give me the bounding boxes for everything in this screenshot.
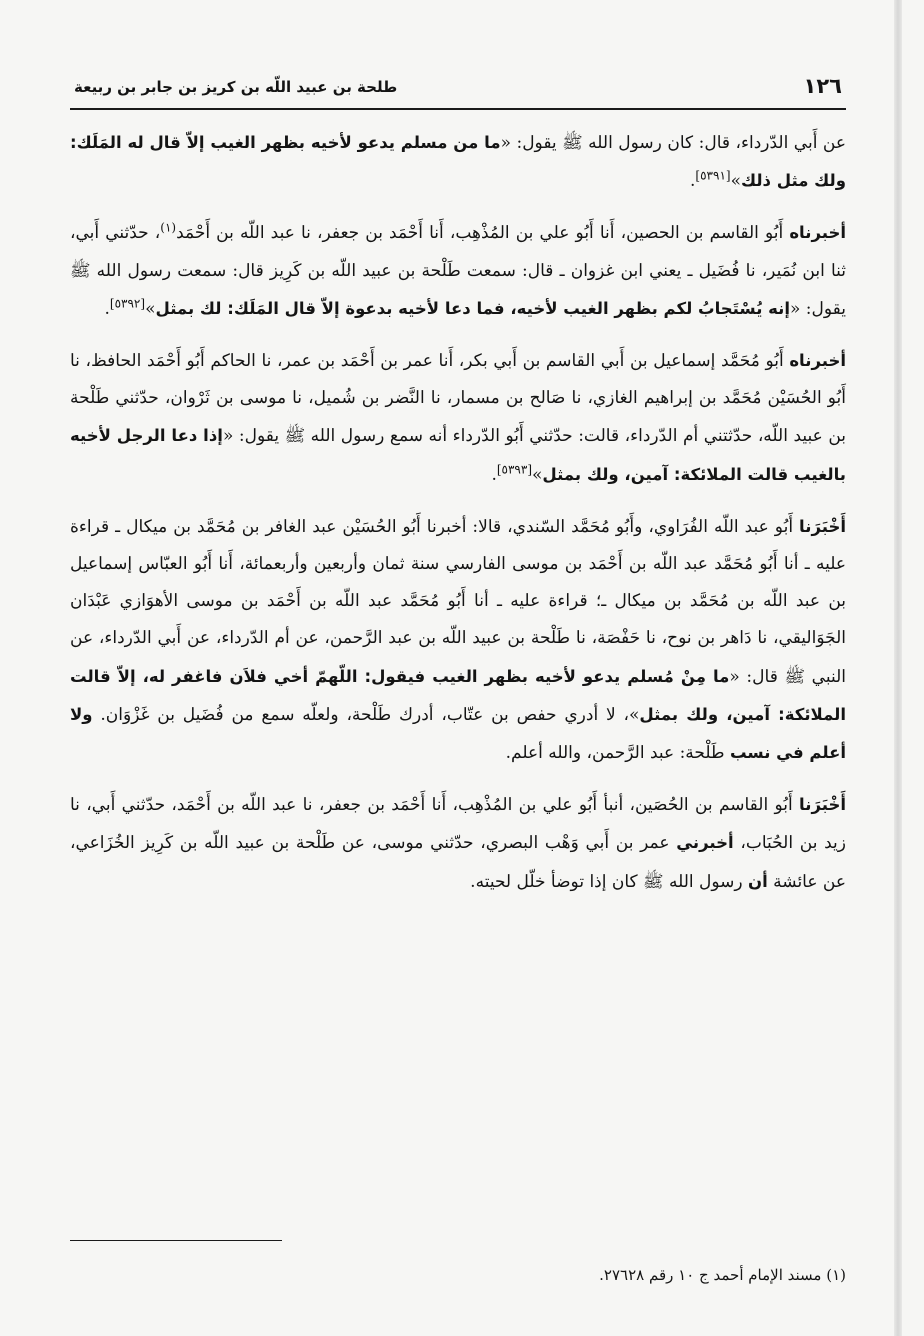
reference-number: [٥٣٩٣] xyxy=(496,461,532,476)
text-run: »، لا أدري حفص بن عتّاب، أدرك طَلْحة، ولعلّه سمع من فُضَيل بن غَزْوَان. xyxy=(92,704,640,725)
text-run: . xyxy=(104,298,110,319)
reference-number: [٥٣٩١] xyxy=(695,168,731,183)
bold-text: أن xyxy=(748,871,768,891)
scan-page-edge xyxy=(894,0,902,1336)
bold-text: ما من مسلم يدعو لأخيه بظهر الغيب إلاّ قال له المَلَك: ولك مثل ذلك xyxy=(70,133,846,191)
footnote: (١) مسند الإمام أحمد ج ١٠ رقم ٢٧٦٢٨. xyxy=(599,1266,846,1284)
text-run: عن أَبي الدّرداء، قال: كان رسول الله ﷺ يقول: « xyxy=(500,133,846,153)
text-run: ، حدّثني أَبي، ثنا ابن نُمَير، نا فُضَيل ـ يعني ابن غزوان ـ قال: سمعت طَلْحة بن عبيد اللّه بن كَرِيز قال: سمعت رسول الله ﷺ يقول: « xyxy=(70,223,846,319)
header-rule xyxy=(70,108,846,110)
bold-text: إنه يُسْتَجابُ لكم بظهر الغيب لأخيه، فما دعا لأخيه بدعوة إلاّ قال المَلَك: لك بمثل xyxy=(155,298,790,318)
bold-text: أَخْبَرَنا xyxy=(799,516,846,536)
bold-text: أخبرناه xyxy=(789,223,846,243)
bold-text: أخبرني xyxy=(676,833,734,853)
footnote-rule xyxy=(70,1240,282,1241)
text-run: رسول الله ﷺ كان إذا توضأ خلّل لحيته. xyxy=(470,871,749,892)
reference-number: (١) xyxy=(160,220,177,235)
text-run: طَلْحة: عبد الرَّحمن، والله أعلم. xyxy=(505,743,730,764)
text-run: » xyxy=(145,298,156,319)
text-run: أَبُو مُحَمَّد إسماعيل بن أَبي القاسم بن أَبي بكر، أَنا عمر بن أَحْمَد بن عمر، نا الحاكم أَبُو أَحْمَد الحافظ، نا أَبُو الحُسَيْن مُحَمَّد بن إبراهيم الغازي، نا صَالح بن مسمار، نا النَّضر بن شُميل، نا موسى بن ثَرْوان، حدّثني طَلْحة بن عبيد اللّه، حدّثتني أم الدّرداء، قالت: حدّثني أَبُو الدّرداء أنه سمع رسول الله ﷺ يقول: « xyxy=(70,351,846,447)
page-number: ١٢٦ xyxy=(803,74,842,98)
text-run: » xyxy=(730,171,741,192)
main-text xyxy=(70,124,846,901)
text-run: أَبُو القاسم بن الحُصَين، أنبأ أَبُو علي بن المُذْهِب، أَنا أَحْمَد بن جعفر، نا عبد اللّه بن أَحْمَد، حدّثني أَبي، نا زيد بن الحُبَاب، xyxy=(70,795,846,854)
bold-text: أَخْبَرَنا xyxy=(799,795,846,815)
reference-number: [٥٣٩٢] xyxy=(109,296,146,311)
bold-text: أخبرناه xyxy=(789,351,846,371)
text-run: . xyxy=(690,171,696,192)
paragraph xyxy=(70,214,846,328)
paragraph xyxy=(70,342,846,494)
book-page xyxy=(70,68,846,1318)
running-title: طلحة بن عبيد اللّه بن كريز بن جابر بن ربيعة xyxy=(74,78,398,96)
bold-text: ما مِنْ مُسلم يدعو لأخيه بظهر الغيب فيقول: اللّهمّ أخي فلاَن فاغفر له، إلاّ قالت الملائكة: آمين، ولك بمثل xyxy=(70,666,846,724)
bold-text: إذا دعا الرجل لأخيه بالغيب قالت الملائكة: آمين، ولك بمثل xyxy=(70,426,846,484)
text-run: » xyxy=(532,464,543,485)
running-header xyxy=(70,68,846,108)
paragraph xyxy=(70,508,846,772)
bold-text: ولا أعلم في نسب xyxy=(70,704,846,763)
text-run: عمر بن أَبي وَهْب البصري، حدّثني موسى، عن طَلْحة بن عبيد اللّه بن كَرِيز الخُزَاعي، عن عائشة xyxy=(70,833,846,892)
text-run: أَبُو القاسم بن الحصين، أَنا أَبُو علي بن المُذْهِب، أَنا أَحْمَد بن جعفر، نا عبد اللّه بن أَحْمَد xyxy=(176,223,790,244)
paragraph xyxy=(70,786,846,901)
text-run: أَبُو عبد اللّه الفُرَاوي، وأَبُو مُحَمَّد السّندي، قالا: أخبرنا أَبُو الحُسَيْن عبد الغافر بن مُحَمَّد بن ميكال ـ قراءة عليه ـ أنا أَبُو مُحَمَّد عبد اللّه بن أَحْمَد بن موسى الفارسي سنة ثمان وأربعين وأربعمائة، أَنا أَبُو العبّاس إسماعيل بن عبد اللّه بن مُحَمَّد بن ميكال ـ؛ قراءة عليه ـ أنا أَبُو مُحَمَّد عبد اللّه بن أَحْمَد بن موسى الأهوَازي عَبْدَان الجَوَاليقي، نا دَاهر بن نوح، نا حَفْصَة، نا طَلْحة بن عبيد اللّه بن عبد الرَّحمن، عن أم الدّرداء، عن أَبي الدّرداء، عن النبي ﷺ قال: « xyxy=(70,516,846,687)
text-run: . xyxy=(491,464,497,485)
paragraph xyxy=(70,124,846,200)
